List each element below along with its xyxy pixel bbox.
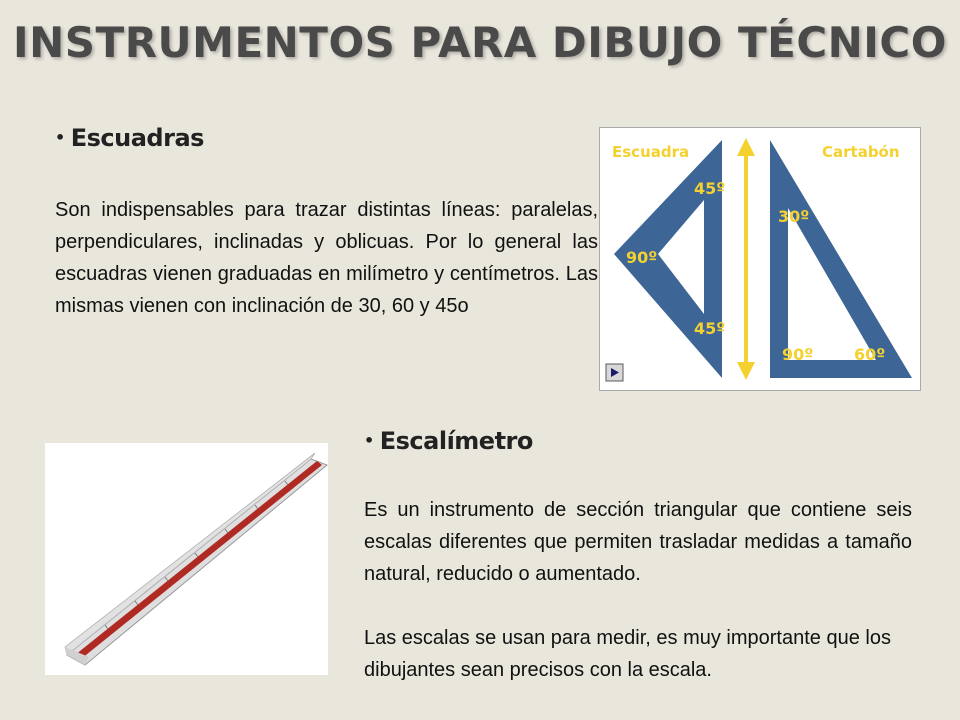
bullet-icon: • (364, 431, 374, 450)
escalimetro-image (45, 443, 328, 675)
bullet-icon: • (55, 128, 65, 147)
page-title: INSTRUMENTOS PARA DIBUJO TÉCNICO (13, 18, 947, 67)
escuadra-angle-top: 45º (694, 179, 726, 198)
triangles-figure (599, 127, 921, 391)
cartabon-angle-bottom-left: 90º (782, 345, 814, 364)
cartabon-triangle (770, 140, 912, 378)
escalimetro-paragraph-1: Es un instrumento de sección triangular que contiene seis escalas diferentes que permiten trasladar medidas a tamaño natural, reducido o aumentado. (364, 499, 912, 585)
play-icon[interactable] (606, 364, 623, 381)
cartabon-label: Cartabón (822, 143, 900, 161)
escuadras-heading-text: Escuadras (70, 124, 204, 152)
escalimetro-heading-text: Escalímetro (379, 427, 533, 455)
escalimetro-paragraph-2: Las escalas se usan para medir, es muy importante que los dibujantes sean precisos con la escala. (364, 627, 891, 681)
escuadras-paragraph: Son indispensables para trazar distintas líneas: paralelas, perpendiculares, inclinadas y oblicuas. Por lo general las escuadras vienen graduadas en milímetro y centímetros. Las mismas vienen con inclinación de 30, 60 y 45o (55, 199, 598, 317)
section-heading-escalimetro (364, 427, 533, 455)
escuadra-angle-left: 90º (626, 248, 658, 267)
triangles-illustration (600, 128, 920, 390)
double-arrow-icon (737, 138, 755, 380)
escuadra-angle-bottom: 45º (694, 319, 726, 338)
cartabon-angle-bottom-right: 60º (854, 345, 886, 364)
escuadra-label: Escuadra (612, 143, 690, 161)
cartabon-angle-top: 30º (778, 207, 810, 226)
section-heading-escuadras (55, 124, 204, 152)
scale-ruler-illustration (45, 443, 328, 675)
